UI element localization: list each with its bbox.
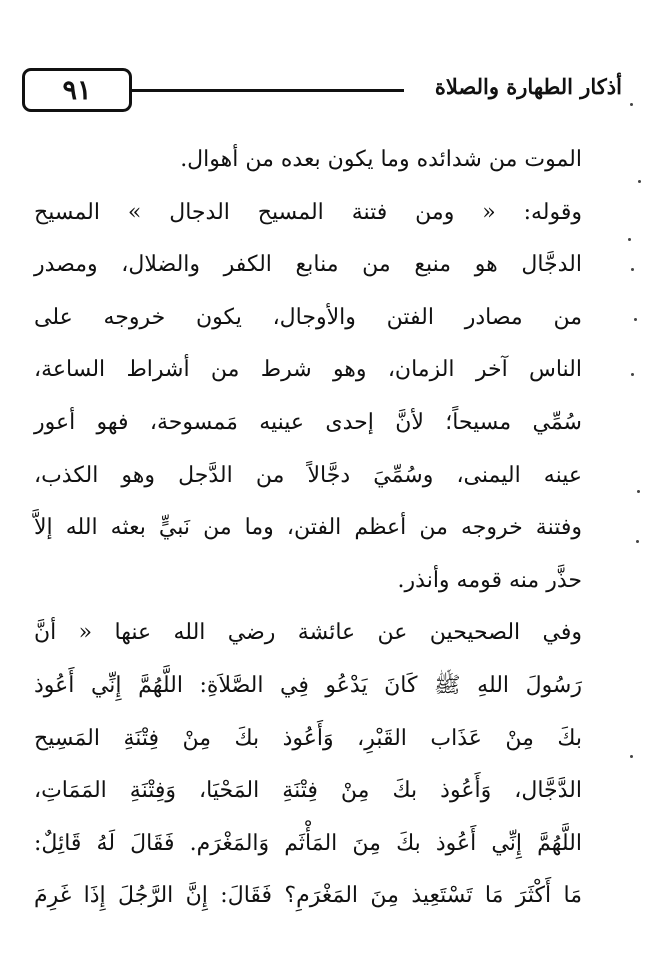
text-line: عينه اليمنى، وسُمِّيَ دجَّالاً من الدَّجل وهو الكذب، [34, 462, 582, 488]
text-line: وفتنة خروجه من أعظم الفتن، وما من نَبيٍّ بعثه الله إلاَّ [34, 515, 582, 541]
body-text [34, 134, 582, 923]
text-line: اللَّهُمَّ إِنِّي أَعُوذ بكَ مِنَ المَأْثَم وَالمَغْرَم. فَقَالَ لَهُ قَائِلٌ: [34, 830, 582, 856]
margin-speck [630, 103, 633, 106]
margin-speck [636, 540, 639, 543]
text-line: بكَ مِنْ عَذَاب القَبْرِ، وَأَعُوذ بكَ مِنْ فِتْنَةِ المَسِيح [34, 725, 582, 751]
text-line: الموت من شدائده وما يكون بعده من أهوال. [180, 147, 582, 172]
margin-speck [628, 238, 631, 241]
text-line: الدجَّال هو منبع من منابع الكفر والضلال، ومصدر [34, 252, 582, 278]
page-header [22, 64, 622, 120]
margin-speck [630, 755, 633, 758]
running-title: أذكار الطهارة والصلاة [434, 74, 622, 99]
text-line: حذَّر منه قومه وأنذر. [397, 567, 582, 593]
text-line: رَسُولَ اللهِ ﷺ كَانَ يَدْعُو فِي الصَّلاَةِ: اللَّهُمَّ إِنِّي أَعُوذ [34, 672, 582, 698]
page-number-box [22, 68, 132, 112]
text-line: من مصادر الفتن والأوجال، يكون خروجه على [34, 304, 582, 330]
page-number: ٩١ [62, 74, 92, 106]
header-rule [132, 89, 404, 92]
margin-speck [638, 180, 641, 183]
margin-speck [631, 373, 634, 376]
text-line: الدَّجَّال، وَأَعُوذ بكَ مِنْ فِتْنَةِ المَحْيَا، وَفِتْنَةِ المَمَاتِ، [34, 778, 582, 804]
margin-speck [631, 268, 634, 271]
text-line: مَا أَكْثَرَ مَا تَسْتَعِيذ مِنَ المَغْرَمِ؟ فَقَالَ: إِنَّ الرَّجُلَ إِذَا غَرِمَ [34, 883, 582, 909]
text-line: الناس آخر الزمان، وهو شرط من أشراط الساعة، [34, 357, 582, 383]
margin-speck [637, 490, 640, 493]
text-line: وقوله: « ومن فتنة المسيح الدجال » المسيح [34, 199, 582, 225]
text-line: سُمِّي مسيحاً؛ لأنَّ إحدى عينيه مَمسوحة، فهو أعور [34, 409, 582, 435]
text-line: وفي الصحيحين عن عائشة رضي الله عنها « أنَّ [34, 620, 582, 646]
margin-speck [634, 318, 637, 321]
